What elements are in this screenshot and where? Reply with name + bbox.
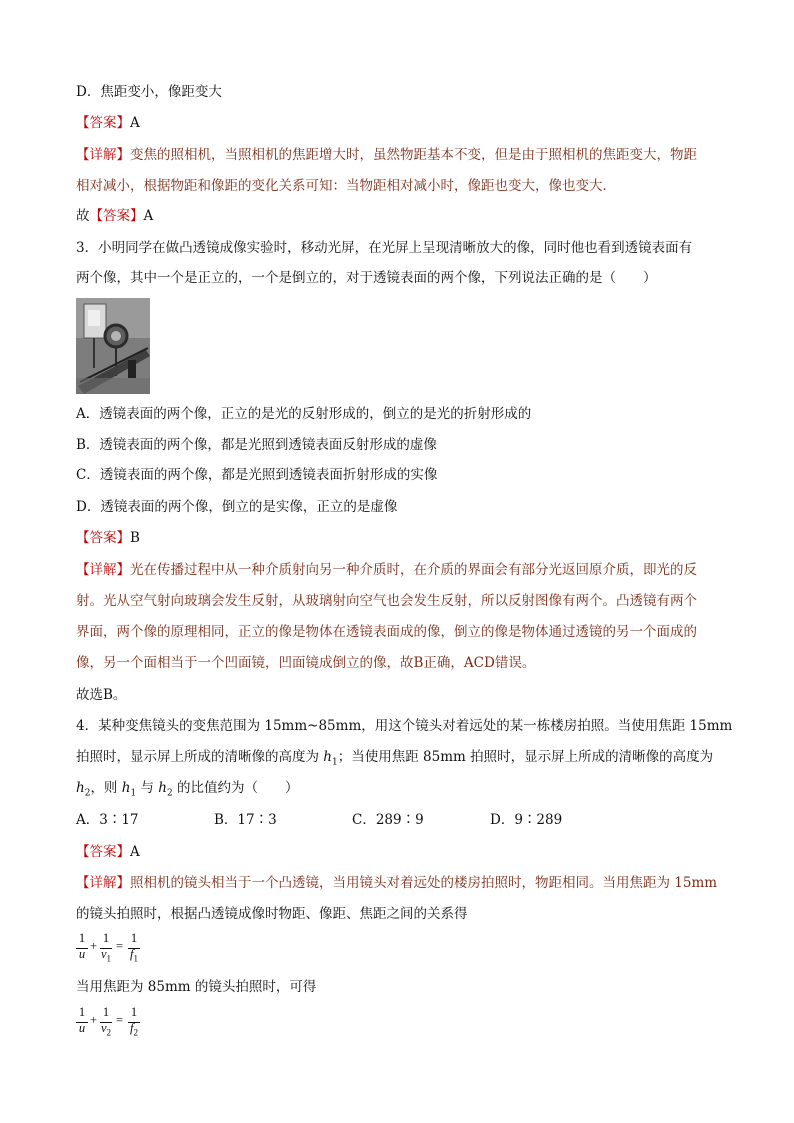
lens-experiment-photo: [76, 298, 150, 394]
stem-text: ，则: [90, 780, 122, 796]
h2-variable: h: [158, 780, 167, 796]
q4-stem-line: 4．某种变焦镜头的变焦范围为 15mm~85mm，用这个镜头对着远处的某一栋楼房拍照。当使用焦距 15mm: [76, 718, 733, 734]
h1-subscript: 1: [130, 788, 137, 799]
h2-subscript: 2: [84, 788, 91, 799]
q3-stem-line: 两个像，其中一个是正立的，一个是倒立的，对于透镜表面的两个像，下列说法正确的是（ ）: [76, 270, 657, 286]
formula-v1: [100, 947, 112, 964]
h2-subscript: 2: [166, 788, 173, 799]
formula-equals: =: [116, 939, 124, 953]
v-variable: v: [100, 1021, 107, 1035]
formula-f1: [128, 947, 140, 964]
q2-detail-line: [76, 145, 697, 165]
q3-detail-line: 像，另一个面相当于一个凹面镜，凹面镜成倒立的像，故B正确，ACD错误。: [76, 655, 536, 671]
answer-value: A: [143, 208, 154, 224]
formula-plus: +: [90, 939, 98, 953]
q3-option-b: B．透镜表面的两个像，都是光照到透镜表面反射形成的虚像: [76, 437, 437, 453]
detail-tag: 【详解】: [76, 147, 130, 163]
q3-detail-line: 射。光从空气射向玻璃会发生反射，从玻璃射向空气也会发生反射，所以反射图像有两个。凸透镜有两个: [76, 593, 697, 609]
q4-middle-text: 当用焦距为 85mm 的镜头拍照时，可得: [76, 979, 317, 995]
formula-numerator: 1: [78, 1005, 86, 1019]
v-variable: v: [100, 947, 107, 961]
v-subscript: 1: [106, 953, 112, 964]
detail-tag: 【详解】: [76, 562, 130, 578]
q3-detail-line: 界面，两个像的原理相同，正立的像是物体在透镜表面成的像，倒立的像是物体通过透镜的另一个面成的: [76, 624, 697, 640]
h1-subscript: 1: [332, 757, 338, 768]
q4-option-d: D．9∶289: [490, 812, 563, 828]
q4-option-a: A．3∶17: [76, 812, 139, 828]
answer-tag: 【答案】: [76, 530, 130, 546]
q4-detail-line: [76, 873, 717, 893]
q4-stem-line: [76, 778, 299, 804]
q3-stem-line: 3．小明同学在做凸透镜成像实验时，移动光屏，在光屏上呈现清晰放大的像，同时他也看到透镜表面有: [76, 240, 693, 256]
detail-tag: 【详解】: [76, 875, 130, 891]
q4-option-c: C．289∶9: [352, 812, 424, 828]
lens-formula-2: [76, 1006, 156, 1040]
f-variable: f: [130, 1021, 134, 1035]
lens-formula-1: [76, 932, 156, 966]
f-subscript: 1: [133, 953, 138, 964]
lens-photo-drawing: [76, 298, 150, 394]
detail-text: 变焦的照相机，当照相机的焦距增大时，虽然物距基本不变，但是由于照相机的焦距变大，物距: [130, 147, 697, 163]
formula-u: u: [78, 1021, 86, 1035]
formula-equals: =: [116, 1013, 124, 1027]
formula-numerator: 1: [130, 931, 138, 945]
detail-text: 照相机的镜头相当于一个凸透镜，当用镜头对着远处的楼房拍照时，物距相同。当用焦距为 15mm: [130, 875, 718, 891]
detail-text: 光在传播过程中从一种介质射向另一种介质时，在介质的界面会有部分光返回原介质，即光的反: [130, 562, 697, 578]
stem-text: 的比值约为（ ）: [172, 780, 299, 796]
q4-answer: [76, 842, 140, 862]
formula-plus: +: [90, 1013, 98, 1027]
q3-option-c: C．透镜表面的两个像，都是光照到透镜表面折射形成的实像: [76, 467, 438, 483]
formula-u: u: [78, 947, 86, 961]
answer-tag: 【答案】: [76, 115, 130, 131]
q2-option-d: D．焦距变小，像距变大: [76, 84, 222, 100]
q3-conclusion: 故选B。: [76, 687, 127, 703]
answer-tag: 【答案】: [76, 844, 130, 860]
f-subscript: 2: [133, 1027, 138, 1038]
q3-detail-line: [76, 560, 697, 580]
h1-variable: h: [121, 780, 131, 796]
formula-numerator: 1: [102, 1005, 110, 1019]
q2-conclusion: [76, 206, 153, 226]
stem-text: ；当使用焦距 85mm 拍照时，显示屏上所成的清晰像的高度为: [337, 749, 714, 765]
formula-f2: [128, 1021, 140, 1038]
h1-variable: h: [323, 749, 332, 765]
q3-answer: [76, 528, 140, 548]
answer-value: A: [130, 844, 140, 860]
f-variable: f: [130, 947, 134, 961]
q4-detail-line: 的镜头拍照时，根据凸透镜成像时物距、像距、焦距之间的关系得: [76, 906, 468, 922]
q4-stem-line: [76, 747, 713, 773]
q2-answer: [76, 113, 140, 133]
formula-numerator: 1: [102, 931, 110, 945]
formula-numerator: 1: [130, 1005, 138, 1019]
formula-v2: [100, 1021, 112, 1038]
conclusion-prefix: 故: [76, 208, 90, 224]
q3-option-a: A．透镜表面的两个像，正立的是光的反射形成的，倒立的是光的折射形成的: [76, 406, 532, 422]
answer-value: A: [130, 115, 140, 131]
stem-text: 拍照时，显示屏上所成的清晰像的高度为: [76, 749, 324, 765]
answer-value: B: [130, 530, 140, 546]
formula-numerator: 1: [78, 931, 86, 945]
h2-variable: h: [76, 780, 85, 796]
v-subscript: 2: [106, 1027, 112, 1038]
answer-tag: 【答案】: [89, 208, 144, 224]
q2-detail-line: 相对减小，根据物距和像距的变化关系可知：当物距相对减小时，像距也变大，像也变大．: [76, 178, 616, 194]
q4-option-b: B．17∶3: [214, 812, 277, 828]
stem-text: 与: [136, 780, 159, 796]
q3-option-d: D．透镜表面的两个像，倒立的是实像，正立的是虚像: [76, 499, 398, 515]
